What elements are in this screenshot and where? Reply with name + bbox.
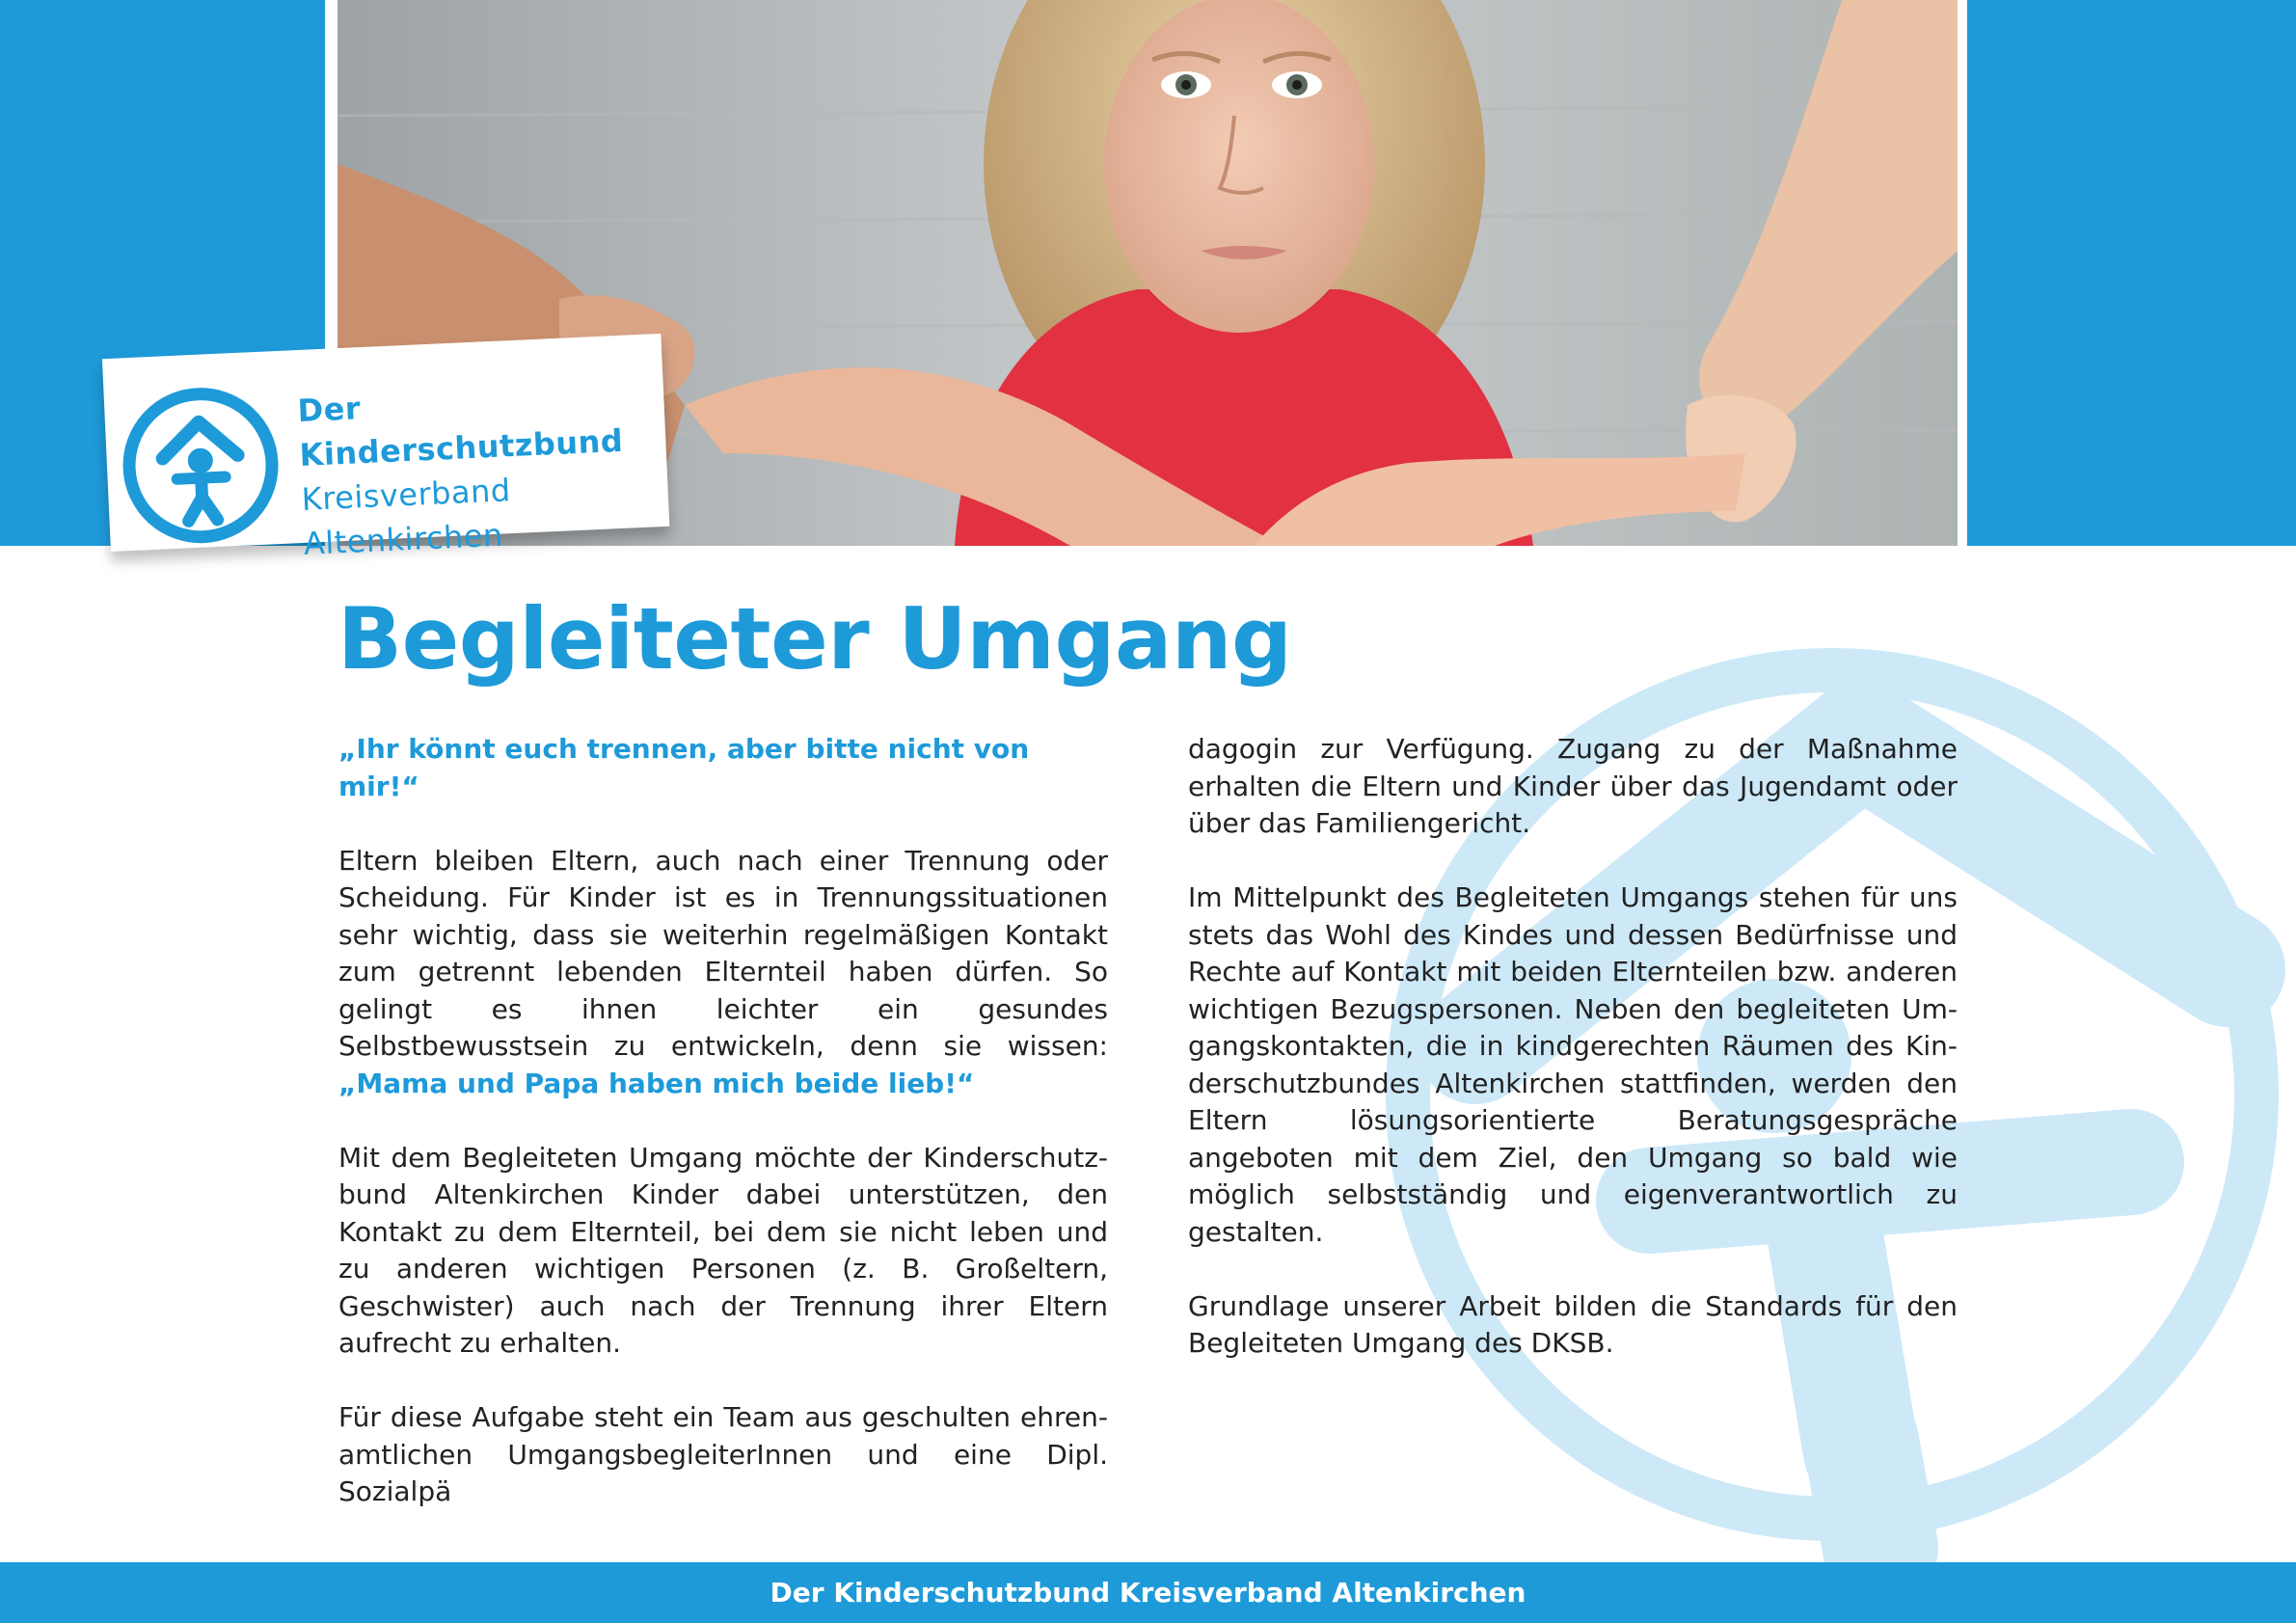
paragraph-zugang: dagogin zur Verfügung. Zugang zu der Maßnahme erhalten die Eltern und Kinder über das Jugendamt oder über das Familiengericht. [1188, 733, 1958, 839]
kinderschutzbund-logo-icon [115, 380, 286, 552]
paragraph-team: Für diese Aufgabe steht ein Team aus geschulten ehrenamtlichen UmgangsbegleiterInnen und eine Dipl. Sozialpä [338, 1401, 1108, 1507]
paragraph-begleiteter-umgang: Mit dem Begleiteten Umgang möchte der Kinderschutzbund Altenkirchen Kinder dabei unterstützen, den Kontakt zu dem Elternteil, bei dem sie nicht leben und zu anderen wichtigen Personen (z. B. Großeltern, Geschwister) auch nach der Trennung ihrer Eltern aufrecht zu erhalten. [338, 1141, 1108, 1359]
intro-quote: „Ihr könnt euch trennen, aber bitte nicht von mir!“ [338, 733, 1030, 802]
paragraph-grundlage: Grundlage unserer Arbeit bilden die Standards für den Begleiteten Umgang des DKSB. [1188, 1289, 1958, 1359]
footer-bar: Der Kinderschutzbund Kreisverband Altenkirchen [0, 1562, 2296, 1623]
text-column-right [1188, 731, 1958, 1399]
paragraph-eltern-text: Eltern bleiben Eltern, auch nach einer Trennung oder Scheidung. Für Kinder ist es in Trennungssituationen sehr wichtig, dass sie weiterhin regelmäßigen Kontakt zum getrennt lebenden Elternteil haben dürfen. So gelingt es ihnen leichter ein gesundes Selbstbewusstsein zu entwickeln, denn sie wissen: [338, 844, 1108, 1062]
brand-line-altenkirchen: Altenkirchen [302, 516, 504, 562]
brand-logo-card [102, 334, 669, 562]
brand-name: Der Kinderschutzbund [296, 390, 624, 474]
page-title: Begleiteter Umgang [338, 589, 1292, 689]
blue-band-right [1967, 0, 2296, 546]
emphasis-quote: „Mama und Papa haben mich beide lieb!“ [338, 1067, 975, 1099]
brand-line-kreisverband: Kreisverband [300, 472, 512, 518]
text-column-left [338, 731, 1108, 1548]
paragraph-eltern [338, 843, 1108, 1103]
brand-text [297, 372, 671, 566]
paragraph-mittelpunkt: Im Mittelpunkt des Begleiteten Umgangs stehen für uns stets das Wohl des Kindes und dessen Bedürfnisse und Rechte auf Kontakt mit beiden Elternteilen bzw. anderen wichtigen Bezugspersonen. Neben den begleiteten Umgangskontakten, die in kindgerechten Räumen des Kinderschutzbundes Altenkirchen stattfinden, werden den Eltern lösungsorientierte Beratungsgespräche angeboten mit dem Ziel, den Umgang so bald wie möglich selbstständig und eigenverantwortlich zu gestalten. [1188, 881, 1958, 1248]
